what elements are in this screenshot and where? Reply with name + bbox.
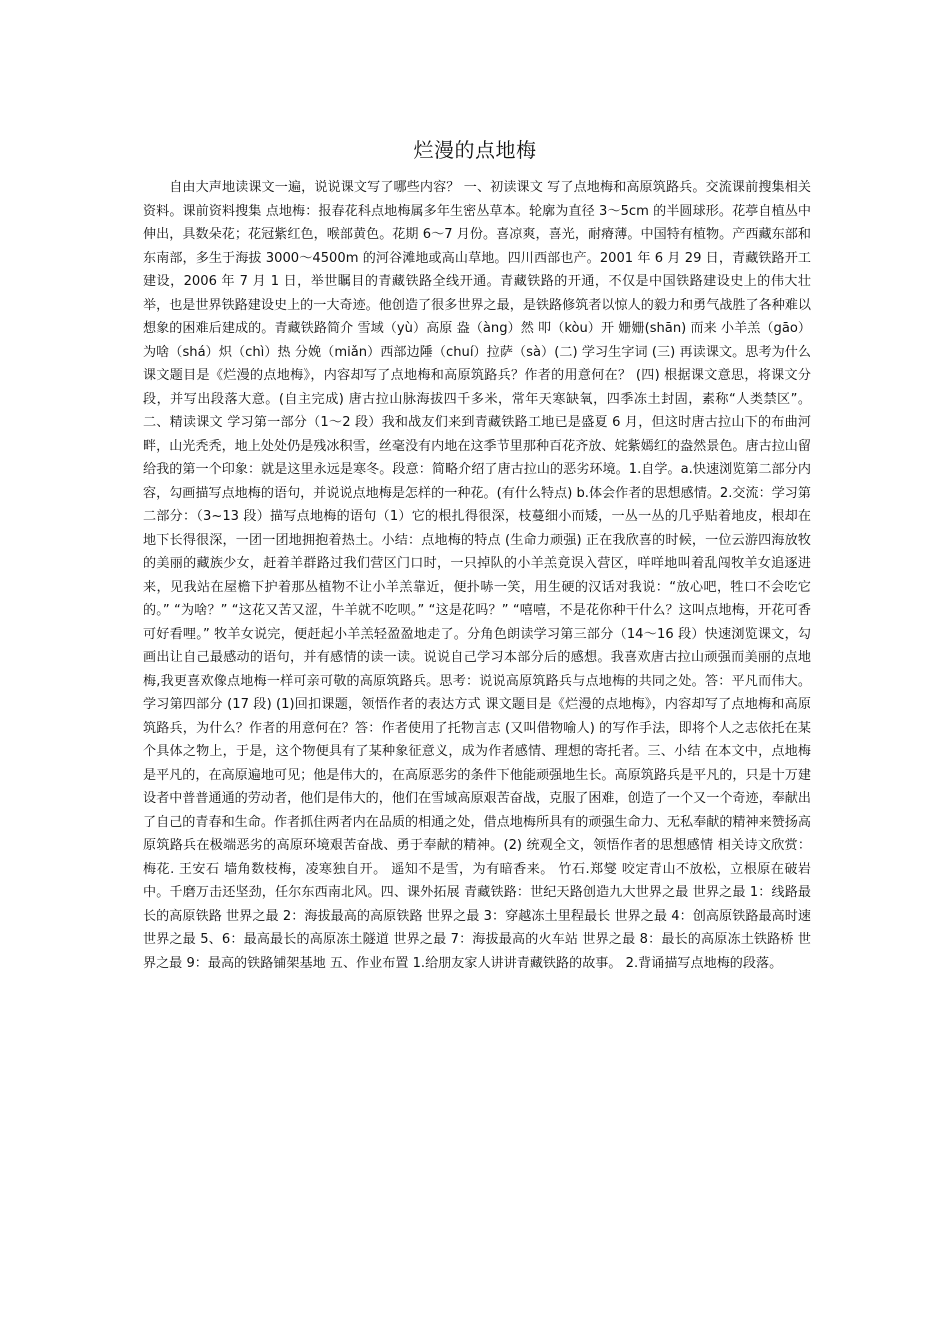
document-body-paragraph: 自由大声地读课文一遍，说说课文写了哪些内容？ 一、初读课文 写了点地梅和高原筑路兵。交流课前搜集相关资料。课前资料搜集 点地梅：报春花科点地梅属多年生密丛草本。轮廓为直径 3～5cm 的半圆球形。花葶自植丛中伸出，具数朵花；花冠紫红色，喉部黄色。花期 6～7 月份。喜凉爽，喜光，耐瘠薄。中国特有植物。产西藏东部和东南部，多生于海拔 3000～4500m 的河谷滩地或高山草地。四川西部也产。2001 年 6 月 29 日，青藏铁路开工建设，2006 年 7 月 1 日，举世瞩目的青藏铁路全线开通。青藏铁路的开通，不仅是中国铁路建设史上的伟大壮举，也是世界铁路建设史上的一大奇迹。他创造了很多世界之最，是铁路修筑者以惊人的毅力和勇气战胜了各种难以想象的困难后建成的。青藏铁路简介 雪域（yù）高原 盎（àng）然 叩（kòu）开 姗姗(shān) 而来 小羊羔（gāo）为啥（shá）炽（chì）热 分娩（miǎn）西部边陲（chuí）拉萨（sà）(二) 学习生字词 (三) 再读课文。思考为什么课文题目是《烂漫的点地梅》，内容却写了点地梅和高原筑路兵？作者的用意何在？ (四) 根据课文意思，将课文分段，并写出段落大意。(自主完成) 唐古拉山脉海拔四千多米，常年天寒缺氧，四季冻土封固，素称“人类禁区”。二、精读课文 学习第一部分（1～2 段）我和战友们来到青藏铁路工地已是盛夏 6 月，但这时唐古拉山下的布曲河畔，山光秃秃，地上处处仍是残冰积雪，丝毫没有内地在这季节里那种百花齐放、姹紫嫣红的盎然景色。唐古拉山留给我的第一个印象：就是这里永远是寒冬。段意：简略介绍了唐古拉山的恶劣环境。1.自学。a.快速浏览第二部分内容，勾画描写点地梅的语句，并说说点地梅是怎样的一种花。(有什么特点) b.体会作者的思想感情。2.交流：学习第二部分：（3~13 段）描写点地梅的语句（1）它的根扎得很深，枝蔓细小而矮，一丛一丛的几乎贴着地皮，根却在地下长得很深，一团一团地拥抱着热土。小结：点地梅的特点 (生命力顽强) 正在我欣喜的时候，一位云游四海放牧的美丽的藏族少女，赶着羊群路过我们营区门口时，一只掉队的小羊羔竟误入营区，咩咩地叫着乱闯牧羊女追逐进来，见我站在屋檐下护着那丛植物不让小羊羔靠近，便扑哧一笑，用生硬的汉话对我说：“放心吧，牲口不会吃它的。” “为啥？” “这花又苦又涩，牛羊就不吃呗。” “这是花吗？” “嘻嘻，不是花你种干什么？这叫点地梅，开花可香可好看哩。” 牧羊女说完，便赶起小羊羔轻盈盈地走了。分角色朗读学习第三部分（14～16 段）快速浏览课文，勾画出让自己最感动的语句，并有感情的读一读。说说自己学习本部分后的感想。我喜欢唐古拉山顽强而美丽的点地梅,我更喜欢像点地梅一样可亲可敬的高原筑路兵。思考：说说高原筑路兵与点地梅的共同之处。答：平凡而伟大。学习第四部分 (17 段) (1)回扣课题，领悟作者的表达方式 课文题目是《烂漫的点地梅》，内容却写了点地梅和高原筑路兵，为什么？作者的用意何在？答：作者使用了托物言志 (又叫借物喻人) 的写作手法，即将个人之志依托在某个具体之物上，于是，这个物便具有了某种象征意义，成为作者感情、理想的寄托者。三、小结 在本文中，点地梅是平凡的，在高原遍地可见；他是伟大的，在高原恶劣的条件下他能顽强地生长。高原筑路兵是平凡的，只是十万建设者中普普通通的劳动者，他们是伟大的，他们在雪域高原艰苦奋战，克服了困难，创造了一个又一个奇迹，奉献出了自己的青春和生命。作者抓住两者内在品质的相通之处，借点地梅所具有的顽强生命力、无私奉献的精神来赞扬高原筑路兵在极端恶劣的高原环境艰苦奋战、勇于奉献的精神。(2) 统观全文，领悟作者的思想感情 相关诗文欣赏： 梅花. 王安石 墙角数枝梅，凌寒独自开。 遥知不是雪，为有暗香来。 竹石.郑燮 咬定青山不放松，立根原在破岩中。千磨万击还坚劲，任尔东西南北风。四、课外拓展 青藏铁路：世纪天路创造九大世界之最 世界之最 1：线路最长的高原铁路 世界之最 2：海拔最高的高原铁路 世界之最 3：穿越冻土里程最长 世界之最 4：创高原铁路最高时速 世界之最 5、6：最高最长的高原冻土隧道 世界之最 7：海拔最高的火车站 世界之最 8：最长的高原冻土铁路桥 世界之最 9：最高的铁路铺架基地 五、作业布置 1.给朋友家人讲讲青藏铁路的故事。 2.背诵描写点地梅的段落。 <box>143 180 811 971</box>
document-title: 烂漫的点地梅 <box>413 138 537 162</box>
